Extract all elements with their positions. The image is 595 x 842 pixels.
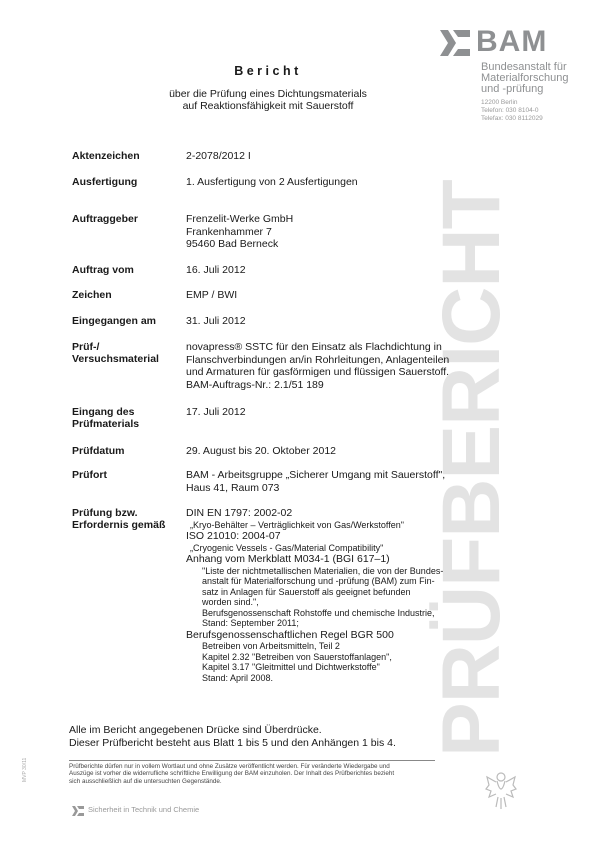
x-mark-icon bbox=[72, 803, 84, 821]
pruefung-line: satz in Anlagen für Sauerstoff als geeignet befunden bbox=[202, 586, 411, 597]
bam-logo bbox=[440, 25, 580, 58]
institution-address: 12200 Berlin Telefon: 030 8104-0 Telefax: 030 8112029 bbox=[481, 99, 543, 122]
side-code: MVP 30/11 bbox=[22, 757, 28, 782]
pruefung-line: Anhang vom Merkblatt M034-1 (BGI 617–1) bbox=[186, 553, 390, 565]
footer-slogan: Sicherheit in Technik und Chemie bbox=[88, 805, 200, 814]
pruefung-line: Berufsgenossenschaftlichen Regel BGR 500 bbox=[186, 628, 394, 641]
pruefung-line: Betreiben von Arbeitsmitteln, Teil 2 bbox=[202, 641, 340, 651]
institution-name: Bundesanstalt für Materialforschung und -prüfung bbox=[481, 61, 569, 95]
pruefbericht-watermark: PRÜFBERICHT bbox=[426, 180, 517, 757]
closing-statement: Alle im Bericht angegebenen Drücke sind Überdrücke. Dieser Prüfbericht besteht aus Blatt 1 bis 5 und den Anhängen 1 bis 4. bbox=[69, 724, 396, 749]
pruefung-line: ISO 21010: 2004-07 bbox=[186, 530, 281, 542]
pruefung-line: Kapitel 3.17 "Gleitmittel und Dichtwerkstoffe" bbox=[202, 662, 380, 672]
pruefung-line: „Kryo-Behälter – Verträglichkeit von Gas/Werkstoffen" bbox=[190, 519, 404, 530]
pruefung-lines bbox=[186, 507, 476, 683]
pruefung-line: DIN EN 1797: 2002-02 bbox=[186, 507, 293, 519]
document-subtitle: über die Prüfung eines Dichtungsmaterials auf Reaktionsfähigkeit mit Sauerstoff bbox=[169, 88, 367, 112]
federal-eagle-icon bbox=[484, 767, 518, 816]
document-title: Bericht bbox=[234, 64, 302, 78]
logo-text: BAM bbox=[476, 25, 548, 58]
pruefung-line: anstalt für Materialforschung und -prüfung (BAM) zum Fin- bbox=[202, 576, 435, 586]
pruefung-line: "Liste der nichtmetallischen Materialien, die von der Bundes- bbox=[202, 565, 444, 576]
pruefung-line: worden sind.", bbox=[202, 597, 259, 607]
legal-notice: Prüfberichte dürfen nur in vollem Wortlaut und ohne Zusätze veröffentlicht werden. Für veränderte Wiedergabe und Auszüge ist vorher die widerrufliche schriftliche Erwilligung der BAM einzuholen. Der Inhalt des Prüfberichtes bezieht sich ausschließlich auf die untersuchten Gegenstände. bbox=[69, 760, 435, 785]
pruefung-line: „Cryogenic Vessels - Gas/Material Compatibility" bbox=[190, 542, 384, 553]
bam-logo-icon bbox=[440, 30, 470, 56]
pruefung-line: Stand: September 2011; bbox=[202, 618, 299, 628]
pruefung-line: Kapitel 2.32 "Betreiben von Sauerstoffanlagen", bbox=[202, 651, 392, 662]
pruefung-line: Berufsgenossenschaft Rohstoffe und chemische Industrie, bbox=[202, 607, 435, 618]
pruefung-line: Stand: April 2008. bbox=[202, 672, 274, 683]
